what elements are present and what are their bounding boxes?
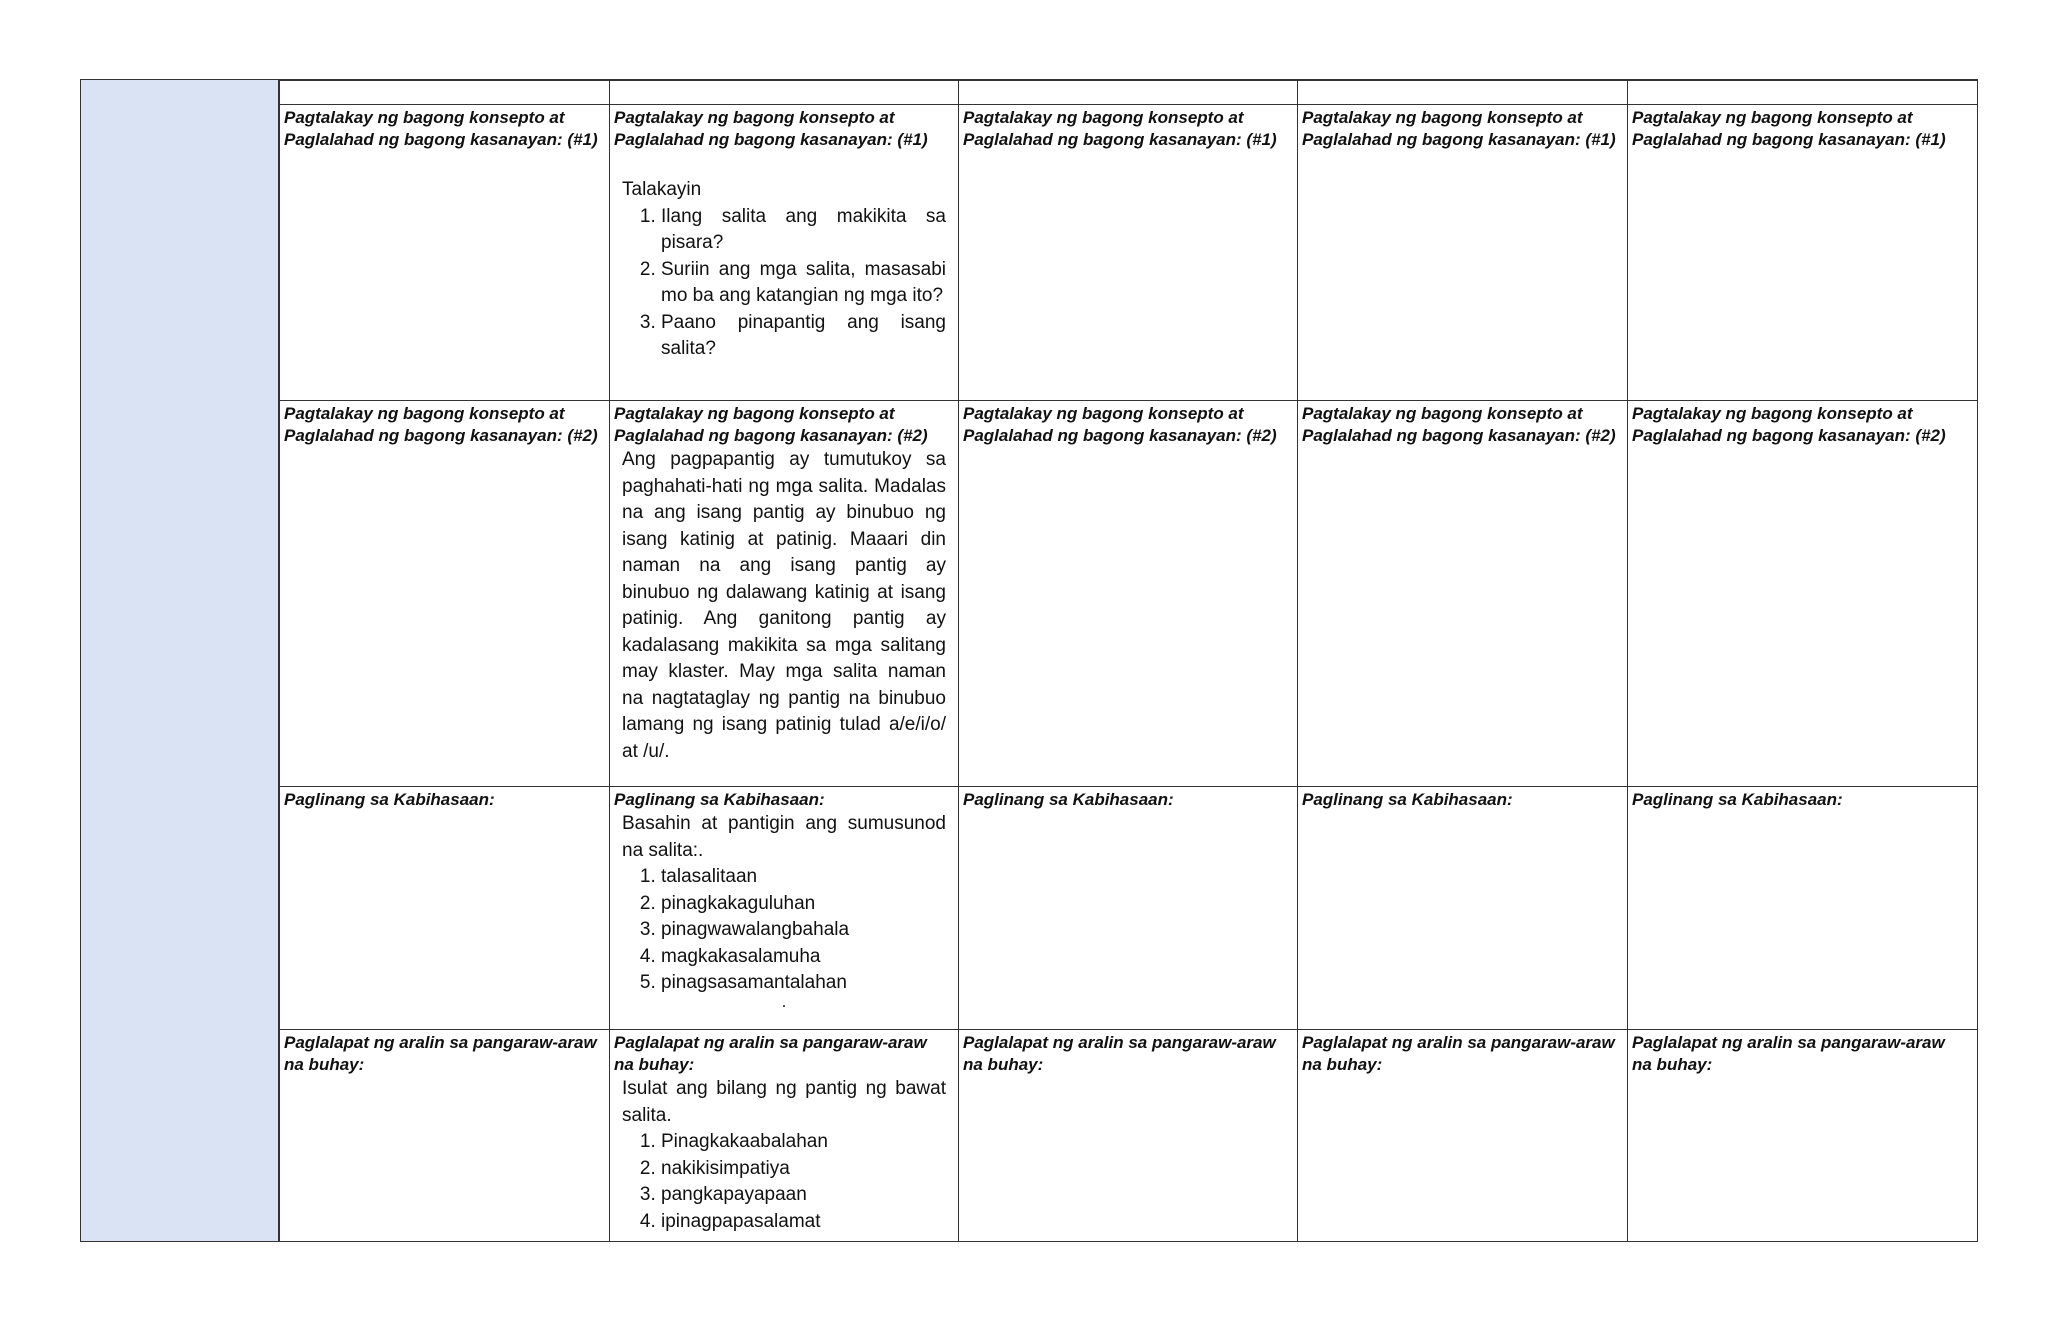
list-item: 4. ipinagpapasalamat [661,1209,946,1236]
row-label: Paglalapat ng aralin sa pangaraw-araw na buhay: [284,1033,597,1074]
table-cell [1628,787,1978,1030]
list-item: 1. talasalitaan [661,864,946,891]
table-cell [1628,81,1978,105]
row-label: Pagtalakay ng bagong konsepto at Paglalahad ng bagong kasanayan: (#1) [614,108,928,149]
application-intro: Isulat ang bilang ng pantig ng bawat salita. [622,1078,946,1126]
table-cell [1298,105,1628,401]
table-cell [280,401,610,787]
mastery-block [614,811,954,1011]
lesson-plan-sheet [80,79,1978,1242]
list-item: 3. pangkapayapaan [661,1182,946,1209]
row-label: Paglinang sa Kabihasaan: [614,790,825,809]
list-item: 3. pinagwawalangbahala [661,917,946,944]
row-label: Paglinang sa Kabihasaan: [963,790,1174,809]
application-block [614,1076,954,1235]
table-cell [610,1030,959,1242]
mastery-intro: Basahin at pantigin ang sumusunod na salita:. [622,813,946,861]
list-item: 1. Pinagkakaabalahan [661,1129,946,1156]
table-cell [280,787,610,1030]
row-label: Pagtalakay ng bagong konsepto at Paglalahad ng bagong kasanayan: (#2) [963,404,1277,445]
row-label: Paglalapat ng aralin sa pangaraw-araw na buhay: [963,1033,1276,1074]
list-item: 1. Ilang salita ang makikita sa pisara? [661,204,946,257]
table-cell [1628,1030,1978,1242]
table-row-concept-1 [280,105,1978,401]
word-list [622,864,946,997]
row-label: Pagtalakay ng bagong konsepto at Paglalahad ng bagong kasanayan: (#2) [1632,404,1946,445]
list-item: 2. nakikisimpatiya [661,1156,946,1183]
table-cell [1628,105,1978,401]
table-cell [959,401,1298,787]
table-cell [1298,81,1628,105]
list-item: 4. magkakasalamuha [661,944,946,971]
row-label: Paglalapat ng aralin sa pangaraw-araw na buhay: [1632,1033,1945,1074]
table-cell [1298,787,1628,1030]
table-row-mastery [280,787,1978,1030]
row-label: Paglinang sa Kabihasaan: [1632,790,1843,809]
discussion-block [614,177,954,363]
list-item: 5. pinagsasamantalahan [661,970,946,997]
list-item: 2. Suriin ang mga salita, masasabi mo ba ang katangian ng mga ito? [661,257,946,310]
sidebar-column [81,80,279,1241]
row-label: Paglinang sa Kabihasaan: [1302,790,1513,809]
table-cell [1298,1030,1628,1242]
table-cell [610,401,959,787]
row-label: Paglalapat ng aralin sa pangaraw-araw na buhay: [614,1033,927,1074]
list-item: 2. pinagkakaguluhan [661,891,946,918]
table-cell [1628,401,1978,787]
table-cell [959,1030,1298,1242]
trailing-period: . [781,991,787,1011]
table-cell [610,81,959,105]
table-row-application [280,1030,1978,1242]
list-item: 3. Paano pinapantig ang isang salita? [661,310,946,363]
table-cell [610,105,959,401]
table-cell [959,81,1298,105]
question-list [622,204,946,363]
lesson-table [279,80,1978,1242]
row-label: Pagtalakay ng bagong konsepto at Paglalahad ng bagong kasanayan: (#2) [614,404,928,445]
syllabication-paragraph: Ang pagpapantig ay tumutukoy sa paghahati-hati ng mga salita. Madalas na ang isang pantig ay binubuo ng isang katinig at patinig. Maaari din naman na ang isang pantig ay binubuo ng dalawang katinig at isang patinig. Ang ganitong pantig ay kadalasang makikita sa mga salitang may klaster. May mga salita naman na nagtataglay ng pantig na binubuo lamang ng isang patinig tulad a/e/i/o/ at /u/. [622,449,946,762]
table-cell [610,787,959,1030]
row-label: Pagtalakay ng bagong konsepto at Paglalahad ng bagong kasanayan: (#2) [1302,404,1616,445]
row-label: Pagtalakay ng bagong konsepto at Paglalahad ng bagong kasanayan: (#1) [284,108,598,149]
table-cell [959,105,1298,401]
table-cell [959,787,1298,1030]
row-label: Pagtalakay ng bagong konsepto at Paglalahad ng bagong kasanayan: (#2) [284,404,598,445]
discussion-intro: Talakayin [622,179,702,200]
row-label: Pagtalakay ng bagong konsepto at Paglalahad ng bagong kasanayan: (#1) [1302,108,1616,149]
table-row-concept-2 [280,401,1978,787]
table-cell [280,81,610,105]
row-label: Pagtalakay ng bagong konsepto at Paglalahad ng bagong kasanayan: (#1) [963,108,1277,149]
table-cell [280,105,610,401]
table-cell [1298,401,1628,787]
count-list [622,1129,946,1235]
row-label: Paglinang sa Kabihasaan: [284,790,495,809]
table-row-top-blank [280,81,1978,105]
row-label: Paglalapat ng aralin sa pangaraw-araw na buhay: [1302,1033,1615,1074]
row-label: Pagtalakay ng bagong konsepto at Paglalahad ng bagong kasanayan: (#1) [1632,108,1946,149]
table-cell [280,1030,610,1242]
